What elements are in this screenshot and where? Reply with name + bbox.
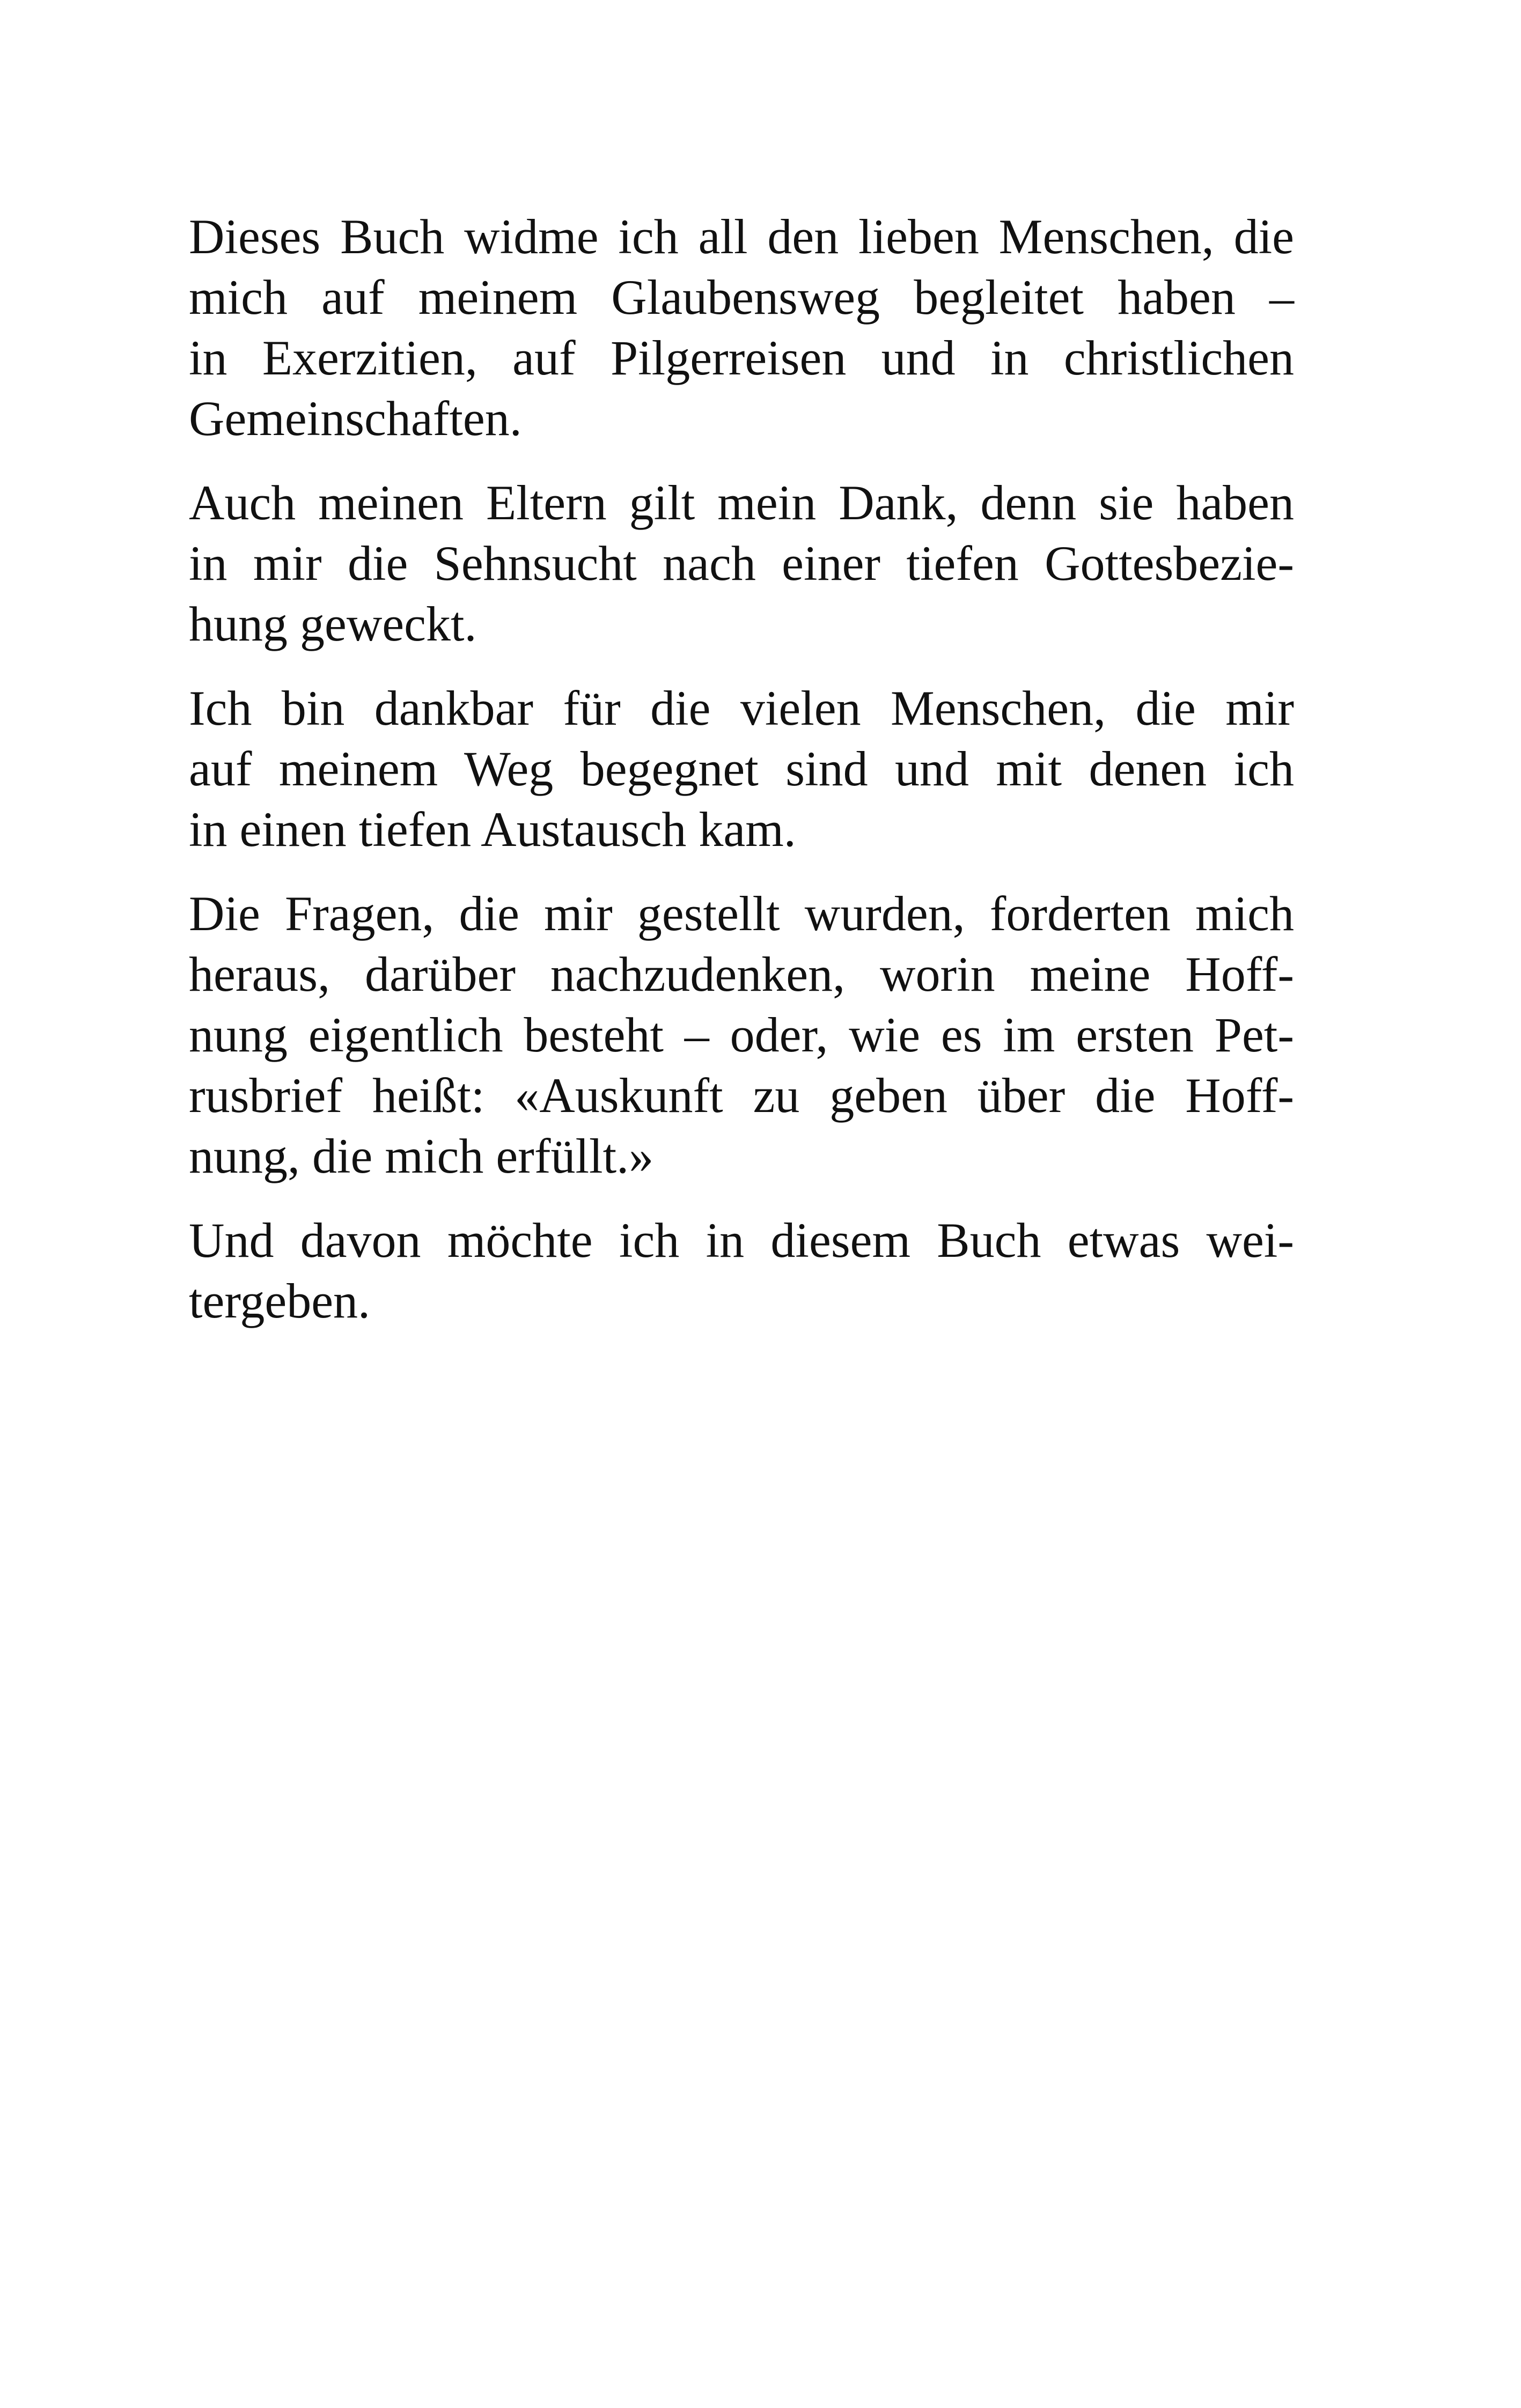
text-line: Und davon möchte ich in diesem Buch etwas wei- <box>189 1213 1294 1268</box>
paragraph-questions <box>189 883 1294 1187</box>
text-line: in einen tiefen Austausch kam. <box>189 802 796 857</box>
text-line: Ich bin dankbar für die vielen Menschen, die mir <box>189 681 1294 735</box>
paragraph-closing <box>189 1210 1294 1331</box>
text-line: rusbrief heißt: «Auskunft zu geben über die Hoff- <box>189 1068 1294 1123</box>
paragraph-dedication <box>189 207 1294 449</box>
text-line: mich auf meinem Glaubensweg begleitet haben – <box>189 270 1294 325</box>
text-line: in Exerzitien, auf Pilgerreisen und in christlichen <box>189 330 1294 385</box>
text-line: auf meinem Weg begegnet sind und mit denen ich <box>189 741 1294 796</box>
text-line: Auch meinen Eltern gilt mein Dank, denn sie haben <box>189 475 1294 530</box>
paragraph-parents <box>189 473 1294 654</box>
text-line: in mir die Sehnsucht nach einer tiefen Gottesbezie- <box>189 536 1294 591</box>
dedication-text <box>189 207 1294 1355</box>
text-line: heraus, darüber nachzudenken, worin meine Hoff- <box>189 947 1294 1002</box>
text-line: Die Fragen, die mir gestellt wurden, forderten mich <box>189 886 1294 941</box>
text-line: hung geweckt. <box>189 597 477 651</box>
text-line: nung eigentlich besteht – oder, wie es im ersten Pet- <box>189 1007 1294 1062</box>
text-line: tergeben. <box>189 1273 371 1328</box>
text-line: nung, die mich erfüllt.» <box>189 1129 654 1183</box>
text-line: Dieses Buch widme ich all den lieben Menschen, die <box>189 209 1294 264</box>
text-line: Gemeinschaften. <box>189 391 522 446</box>
paragraph-gratitude <box>189 678 1294 860</box>
